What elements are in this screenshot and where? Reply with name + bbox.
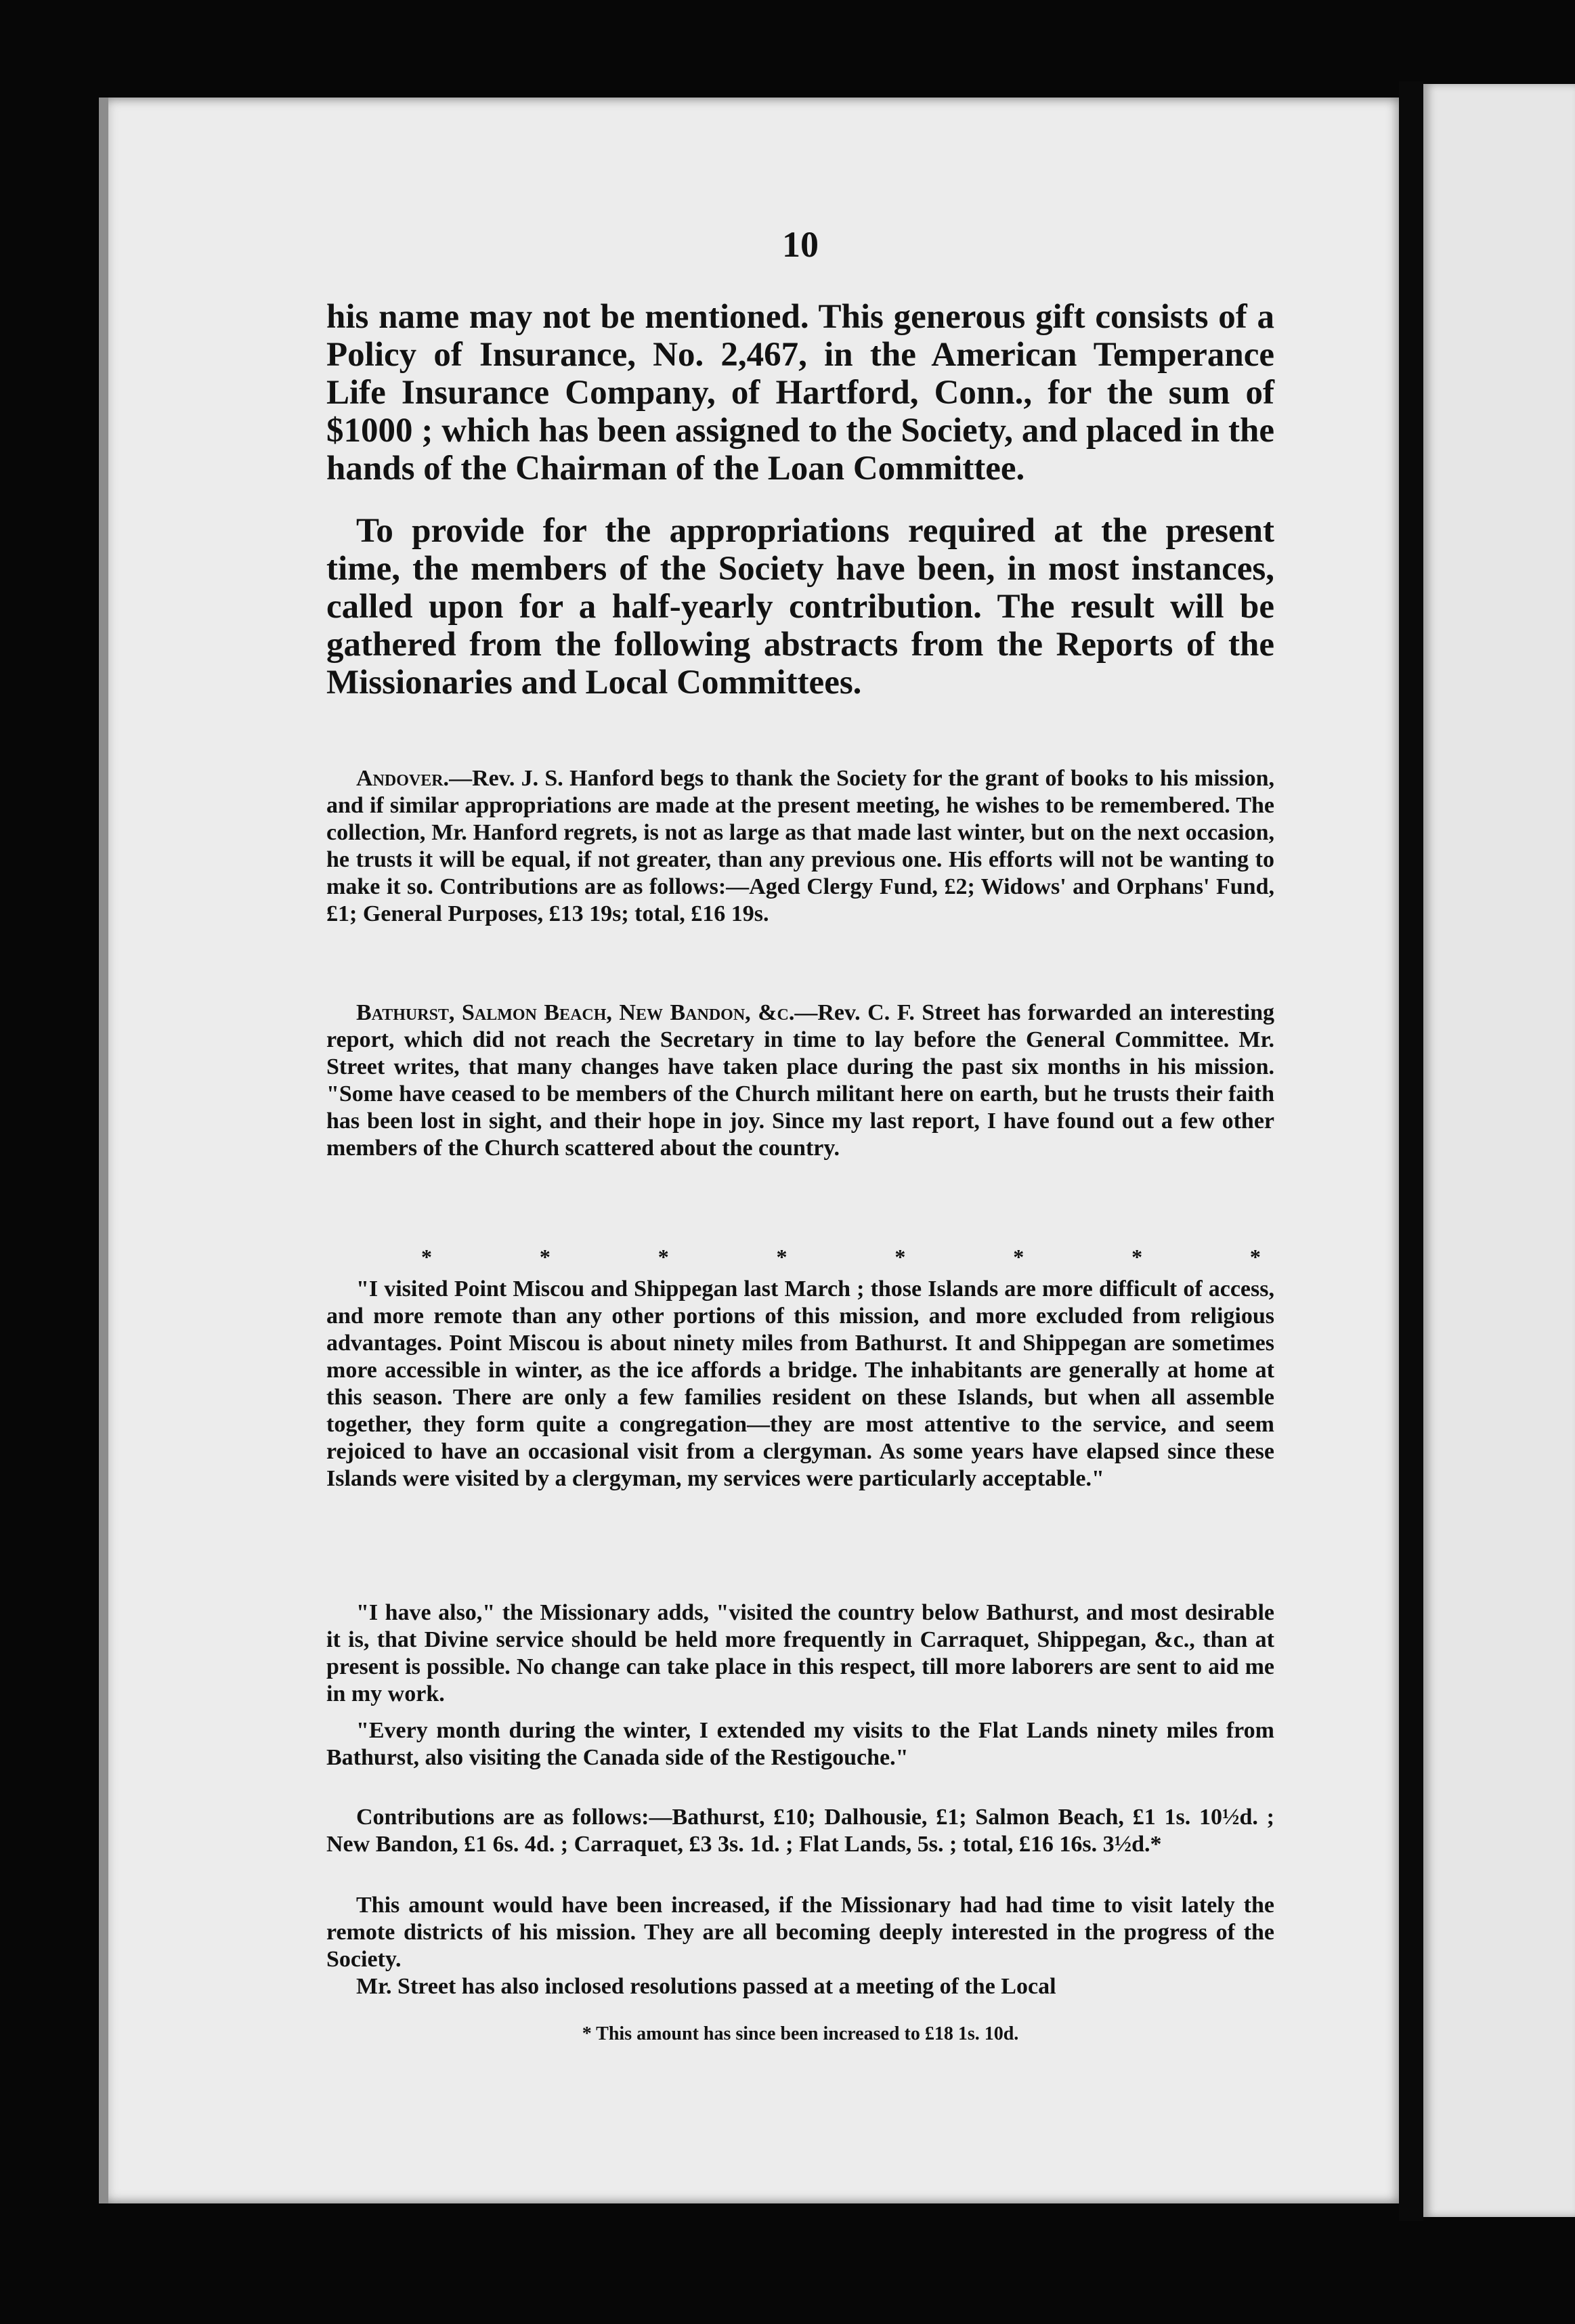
report-bathurst	[326, 999, 1274, 1162]
page-edge	[99, 98, 108, 2203]
amount-paragraph: This amount would have been increased, if the Missionary had had time to visit lately the remote districts of his mission. They are all becoming deeply interested in the progress of the Society.	[326, 1893, 1274, 1972]
report-heading-andover: Andover.	[356, 766, 450, 791]
resolutions-paragraph: Mr. Street has also inclosed resolutions passed at a meeting of the Local	[356, 1974, 1056, 1999]
star: *	[894, 1245, 906, 1269]
intro-paragraph-appropriations: To provide for the appropriations required at the present time, the members of the Society have been, in most instances, called upon for a half-yearly contribution. The result will be gathered from the following abstracts from the Reports of the Missionaries and Local Committees.	[326, 512, 1274, 702]
report-text-bathurst: —Rev. C. F. Street has forwarded an interesting report, which did not reach the Secretary in time to lay before the General Committee. Mr. Street writes, that many changes have taken place during the past six months in his mission. "Some have ceased to be members of the Church militant here on earth, but he trusts their faith has been lost in sight, and their hope in joy. Since my last report, I have found out a few other members of the Church scattered about the country.	[326, 1000, 1275, 1161]
footnote: * This amount has since been increased to £18 1s. 10d.	[582, 2023, 1019, 2044]
intro-paragraph-gift: his name may not be mentioned. This generous gift consists of a Policy of Insurance, No. 2,467, in the American Temperance Life Insurance Company, of Hartford, Conn., for the sum of $1000 ; which has been assigned to the Society, and placed in the hands of the Chairman of the Loan Committee.	[326, 298, 1274, 488]
star: *	[421, 1245, 432, 1269]
star: *	[776, 1245, 788, 1269]
contributions-bathurst: Contributions are as follows:—Bathurst, £10; Dalhousie, £1; Salmon Beach, £1 1s. 10½d. ; New Bandon, £1 6s. 4d. ; Carraquet, £3 3s. 1d. ; Flat Lands, 5s. ; total, £16 16s. 3½d.*	[326, 1805, 1274, 1857]
facing-page	[1423, 84, 1575, 2217]
book-gutter	[1399, 81, 1423, 2221]
star: *	[1013, 1245, 1024, 1269]
quote-visited-country: "I have also," the Missionary adds, "visited the country below Bathurst, and most desirable it is, that Divine service should be held more frequently in Carraquet, Shippegan, &c., than at present is possible. No change can take place in this respect, till more laborers are sent to aid me in my work.	[326, 1600, 1274, 1706]
quote-point-miscou: "I visited Point Miscou and Shippegan last March ; those Islands are more difficult of access, and more remote than any other portions of this mission, and more excluded from religious advantages. Point Miscou is about ninety miles from Bathurst. It and Shippegan are sometimes more accessible in winter, as the ice affords a bridge. The inhabitants are generally at home at this season. There are only a few families resident on these Islands, but when all assemble together, they form quite a congregation—they are most attentive to the service, and seem rejoiced to have an occasional visit from a clergyman. As some years have elapsed since these Islands were visited by a clergyman, my services were particularly acceptable."	[326, 1276, 1274, 1491]
report-heading-bathurst: Bathurst, Salmon Beach, New Bandon, &c.	[356, 1000, 795, 1025]
report-text-andover: —Rev. J. S. Hanford begs to thank the Society for the grant of books to his mission, and if similar appropriations are made at the present meeting, he wishes to be remembered. The collection, Mr. Hanford regrets, is not as large as that made last winter, but on the next occasion, he trusts it will be equal, if not greater, than any previous one. His efforts will not be wanting to make it so. Contributions are as follows:—Aged Clergy Fund, £2; Widows' and Orphans' Fund, £1; General Purposes, £13 19s; total, £16 19s.	[326, 766, 1274, 926]
star: *	[1249, 1245, 1261, 1269]
star: *	[657, 1245, 669, 1269]
report-andover	[326, 765, 1274, 928]
page-number: 10	[782, 224, 819, 265]
ellipsis-stars	[421, 1245, 1261, 1270]
star: *	[539, 1245, 551, 1269]
quote-flat-lands: "Every month during the winter, I extended my visits to the Flat Lands ninety miles from Bathurst, also visiting the Canada side of the Restigouche."	[326, 1718, 1274, 1770]
star: *	[1131, 1245, 1143, 1269]
